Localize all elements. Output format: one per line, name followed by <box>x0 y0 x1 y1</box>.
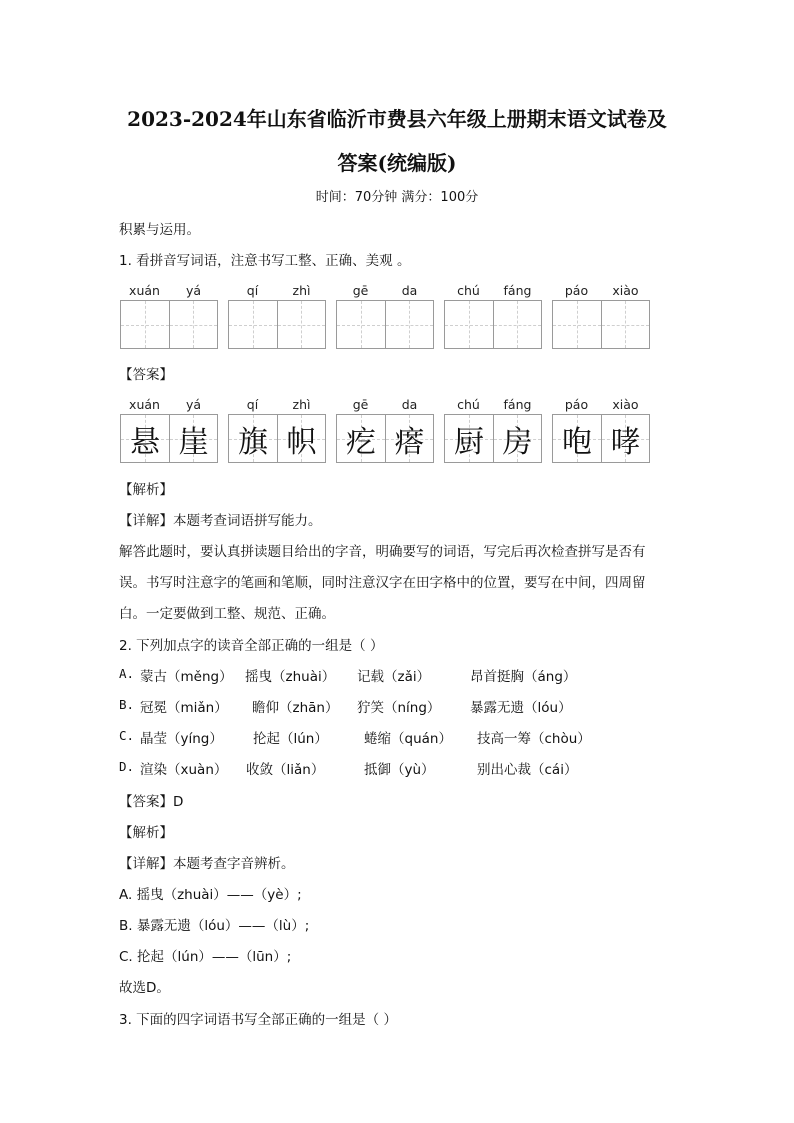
option-item: 昂首挺胸（áng） <box>470 669 577 685</box>
option-item: 瞻仰（zhān） <box>252 700 339 716</box>
tianzige-cell[interactable] <box>229 301 277 348</box>
answer-char: 旗 <box>237 424 268 460</box>
option-item: 收敛（liǎn） <box>246 762 325 778</box>
tianzige-group <box>336 300 434 349</box>
answer-char: 咆 <box>561 424 592 460</box>
q1-pinyin-row <box>120 283 660 299</box>
tianzige-group <box>228 414 326 463</box>
tianzige-cell <box>445 415 493 462</box>
tianzige-cell[interactable] <box>385 301 433 348</box>
tianzige-cell <box>169 415 217 462</box>
pinyin: xuán <box>129 397 160 412</box>
q1-analysis-label: 【解析】 <box>119 482 173 498</box>
tianzige-group <box>552 414 650 463</box>
tianzige-cell <box>121 415 169 462</box>
q2-conclusion: 故选D。 <box>119 980 170 996</box>
q2-correction: A. 摇曳（zhuài）——（yè）; <box>119 887 302 903</box>
option-label: D. <box>119 759 135 774</box>
pinyin: da <box>401 283 418 298</box>
option-item: 抡起（lún） <box>253 731 328 747</box>
option-item: 别出心裁（cái） <box>477 762 578 778</box>
answer-char: 悬 <box>129 424 160 460</box>
option-item: 蒙古（měng） <box>140 669 233 685</box>
q2-prompt: 2. 下列加点字的读音全部正确的一组是（ ） <box>119 638 384 654</box>
tianzige-cell[interactable] <box>493 301 541 348</box>
q2-detail: 【详解】本题考查字音辨析。 <box>119 856 295 872</box>
section-heading: 积累与运用。 <box>119 222 200 238</box>
option-label: C. <box>119 728 135 743</box>
q1-answer-label: 【答案】 <box>119 367 173 383</box>
tianzige-cell <box>553 415 601 462</box>
tianzige-group <box>120 414 218 463</box>
q1-explanation-line: 解答此题时，要认真拼读题目给出的字音，明确要写的词语，写完后再次检查拼写是否有 <box>119 544 646 560</box>
answer-char: 疙 <box>345 424 376 460</box>
tianzige-group <box>336 414 434 463</box>
tianzige-cell <box>601 415 649 462</box>
tianzige-group <box>444 300 542 349</box>
option-item: 狞笑（níng） <box>357 700 441 716</box>
q1-detail: 【详解】本题考查词语拼写能力。 <box>119 513 322 529</box>
pinyin: xuán <box>129 283 160 298</box>
document-title-line1: 2023-2024年山东省临沂市费县六年级上册期末语文试卷及 <box>127 107 667 131</box>
pinyin: gē <box>352 283 369 298</box>
exam-meta: 时间：70分钟 满分：100分 <box>315 190 479 205</box>
tianzige-cell[interactable] <box>169 301 217 348</box>
pinyin: fáng <box>503 397 532 412</box>
tianzige-cell[interactable] <box>553 301 601 348</box>
option-item: 冠冕（miǎn） <box>140 700 228 716</box>
q1-explanation-line: 白。一定要做到工整、规范、正确。 <box>119 606 335 622</box>
option-item: 蜷缩（quán） <box>364 731 452 747</box>
option-item: 抵御（yù） <box>364 762 435 778</box>
tianzige-group <box>228 300 326 349</box>
pinyin: chú <box>457 397 480 412</box>
pinyin: páo <box>564 397 589 412</box>
tianzige-cell <box>493 415 541 462</box>
pinyin: xiào <box>612 283 639 298</box>
pinyin: páo <box>564 283 589 298</box>
tianzige-cell <box>229 415 277 462</box>
q2-correction: C. 抡起（lún）——（lūn）; <box>119 949 292 965</box>
q1-answer-grid <box>120 414 660 464</box>
pinyin: xiào <box>612 397 639 412</box>
tianzige-group <box>120 300 218 349</box>
answer-char: 崖 <box>178 424 209 460</box>
answer-char: 哮 <box>610 424 641 460</box>
q2-analysis-label: 【解析】 <box>119 825 173 841</box>
tianzige-group <box>444 414 542 463</box>
option-label: A. <box>119 666 135 681</box>
q1-prompt: 1. 看拼音写词语，注意书写工整、正确、美观 。 <box>119 253 411 269</box>
pinyin: yá <box>185 397 202 412</box>
answer-char: 瘩 <box>394 424 425 460</box>
pinyin: zhì <box>292 283 311 298</box>
option-item: 技高一筹（chòu） <box>477 731 591 747</box>
q1-blank-grid <box>120 300 660 350</box>
tianzige-cell <box>337 415 385 462</box>
pinyin: fáng <box>503 283 532 298</box>
tianzige-cell <box>385 415 433 462</box>
q1-answer-pinyin-row <box>120 397 660 413</box>
option-item: 渲染（xuàn） <box>140 762 228 778</box>
pinyin: da <box>401 397 418 412</box>
tianzige-cell <box>277 415 325 462</box>
answer-char: 房 <box>502 424 533 460</box>
answer-char: 帜 <box>286 424 317 460</box>
tianzige-cell[interactable] <box>121 301 169 348</box>
option-item: 暴露无遗（lóu） <box>470 700 572 716</box>
pinyin: qí <box>246 283 259 298</box>
option-item: 晶莹（yíng） <box>140 731 223 747</box>
q2-correction: B. 暴露无遗（lóu）——（lù）; <box>119 918 310 934</box>
tianzige-cell[interactable] <box>445 301 493 348</box>
q3-prompt: 3. 下面的四字词语书写全部正确的一组是（ ） <box>119 1012 397 1028</box>
option-item: 记载（zǎi） <box>357 669 431 685</box>
pinyin: chú <box>457 283 480 298</box>
answer-char: 厨 <box>453 424 484 460</box>
tianzige-cell[interactable] <box>601 301 649 348</box>
pinyin: yá <box>185 283 202 298</box>
pinyin: qí <box>246 397 259 412</box>
document-title-line2: 答案(统编版) <box>337 151 457 175</box>
pinyin: gē <box>352 397 369 412</box>
tianzige-cell[interactable] <box>337 301 385 348</box>
q2-answer: 【答案】D <box>119 794 184 810</box>
pinyin: zhì <box>292 397 311 412</box>
tianzige-group <box>552 300 650 349</box>
q1-explanation-line: 误。书写时注意字的笔画和笔顺，同时注意汉字在田字格中的位置，要写在中间，四周留 <box>119 575 646 591</box>
option-item: 摇曳（zhuài） <box>245 669 336 685</box>
tianzige-cell[interactable] <box>277 301 325 348</box>
option-label: B. <box>119 697 135 712</box>
